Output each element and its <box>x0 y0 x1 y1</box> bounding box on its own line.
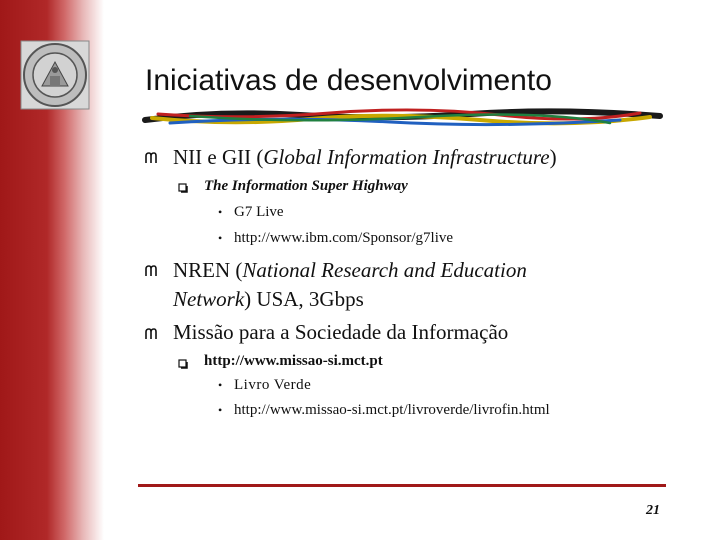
m-bullet-icon <box>145 328 157 340</box>
link-ibm-g7live[interactable]: http://www.ibm.com/Sponsor/g7live <box>234 230 454 246</box>
item-livro-verde: Livro Verde <box>234 377 312 393</box>
decorative-brush-stroke <box>140 104 665 130</box>
bullet-nren-line2: Network) USA, 3Gbps <box>173 287 364 311</box>
m-bullet-icon <box>145 265 157 277</box>
q-bullet-icon <box>178 183 188 193</box>
sub-bullet-super-highway: The Information Super Highway <box>204 178 408 194</box>
bullet-nii-gii: NII e GII (Global Information Infrastructure) <box>173 145 557 169</box>
footer-divider <box>138 484 666 487</box>
link-livro-verde[interactable]: http://www.missao-si.mct.pt/livroverde/livrofin.html <box>234 402 550 418</box>
link-missao-si[interactable]: http://www.missao-si.mct.pt <box>204 353 383 369</box>
dot-bullet-icon: • <box>218 231 223 245</box>
page-title: Iniciativas de desenvolvimento <box>145 64 552 97</box>
m-bullet-icon <box>145 152 157 164</box>
dot-bullet-icon: • <box>218 378 223 392</box>
q-bullet-icon <box>178 359 188 369</box>
dot-bullet-icon: • <box>218 403 223 417</box>
university-seal-icon <box>20 40 90 110</box>
bullet-missao: Missão para a Sociedade da Informação <box>173 320 509 344</box>
page-number: 21 <box>646 503 660 518</box>
dot-bullet-icon: • <box>218 205 223 219</box>
item-g7-live: G7 Live <box>234 204 284 220</box>
bullet-nren-line1: NREN (National Research and Education <box>173 258 527 282</box>
